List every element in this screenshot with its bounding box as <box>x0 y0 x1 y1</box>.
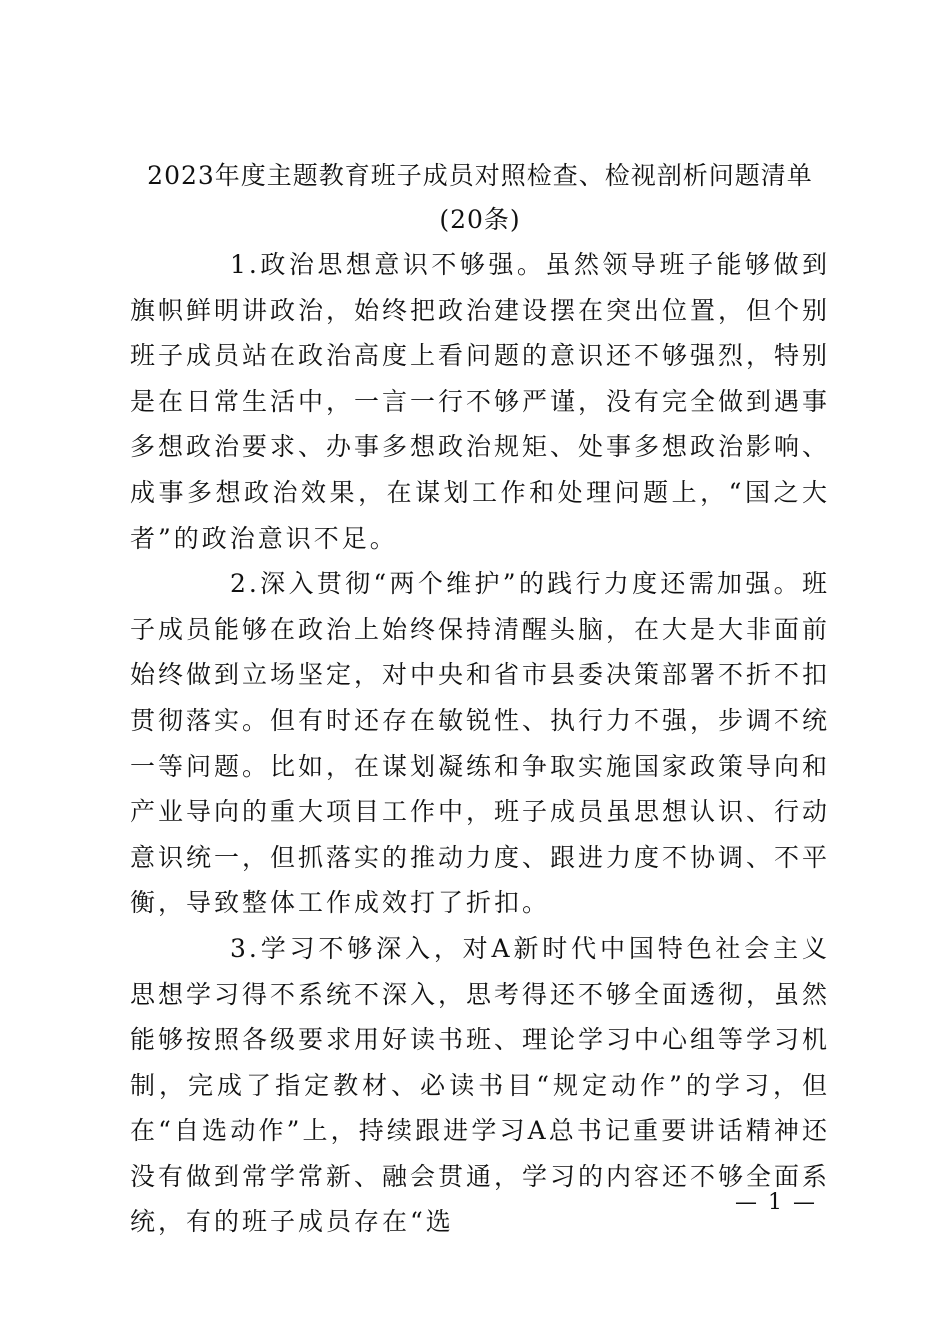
paragraph-2: 2.深入贯彻“两个维护”的践行力度还需加强。班子成员能够在政治上始终保持清醒头脑，在大是大非面前始终做到立场坚定，对中央和省市县委决策部署不折不扣贯彻落实。但有时还存在敏锐性、执行力不强，步调不统一等问题。比如，在谋划凝练和争取实施国家政策导向和产业导向的重大项目工作中，班子成员虽思想认识、行动意识统一，但抓落实的推动力度、跟进力度不协调、不平衡，导致整体工作成效打了折扣。 <box>130 569 831 918</box>
page-number: — 1 — <box>735 1190 817 1215</box>
paragraph-3: 3.学习不够深入，对A新时代中国特色社会主义思想学习得不系统不深入，思考得还不够全面透彻，虽然能够按照各级要求用好读书班、理论学习中心组等学习机制，完成了指定教材、必读书目“规定动作”的学习，但在“自选动作”上，持续跟进学习A总书记重要讲话精神还没有做到常学常新、融会贯通，学习的内容还不够全面系统，有的班子成员存在“选 <box>130 933 831 1237</box>
document-body <box>130 154 830 1245</box>
paragraph-1: 1.政治思想意识不够强。虽然领导班子能够做到旗帜鲜明讲政治，始终把政治建设摆在突出位置，但个别班子成员站在政治高度上看问题的意识还不够强烈，特别是在日常生活中，一言一行不够严谨，没有完全做到遇事多想政治要求、办事多想政治规矩、处事多想政治影响、成事多想政治效果，在谋划工作和处理问题上，“国之大者”的政治意识不足。 <box>130 250 831 553</box>
document-title: 2023年度主题教育班子成员对照检查、检视剖析问题清单(20条) <box>147 161 813 234</box>
